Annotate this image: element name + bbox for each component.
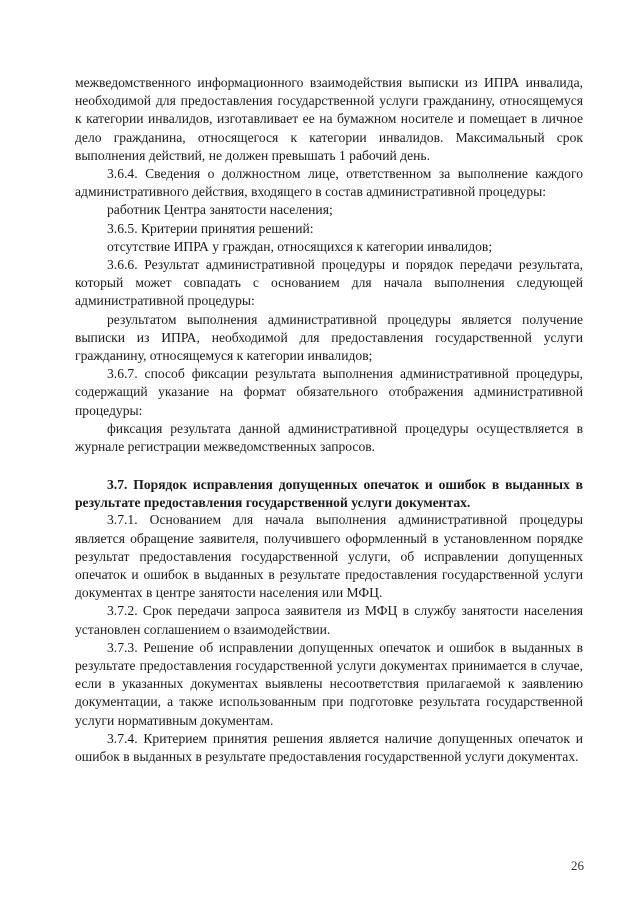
paragraph: работник Центра занятости населения; (107, 202, 333, 218)
paragraph: 3.6.4. Сведения о должностном лице, ответственном за выполнение каждого административного действия, входящего в состав административной процедуры: (75, 166, 583, 200)
paragraph: межведомственного информационного взаимодействия выписки из ИПРА инвалида, необходимой для предоставления государственной услуги гражданину, относящемуся к категории инвалидов, изготавливает ее на бумажном носителе и помещает в личное дело гражданина, относящегося к категории инвалидов. Максимальный срок выполнения действий, не должен превышать 1 рабочий день. (75, 75, 583, 163)
paragraph: 3.6.5. Критерии принятия решений: (107, 220, 314, 236)
section-heading: 3.7. Порядок исправления допущенных опечаток и ошибок в выданных в результате предоставления государственной услуги документах. (75, 477, 583, 510)
paragraph: 3.7.3. Решение об исправлении допущенных опечаток и ошибок в выданных в результате предоставления государственной услуги документах принимается в случае, если в указанных документах выявлены несоответствия прилагаемой к заявлению документации, а также использованным при подготовке результата государственной услуги нормативным документам. (75, 639, 583, 728)
paragraph: 3.6.7. способ фиксации результата выполнения административной процедуры, содержащий указание на формат обязательного отображения административной процедуры: (75, 366, 583, 418)
paragraph: фиксация результата данной административной процедуры осуществляется в журнале регистрации межведомственных запросов. (75, 420, 583, 455)
paragraph: 3.7.4. Критерием принятия решения является наличие допущенных опечаток и ошибок в выданных в результате предоставления государственной услуги документах. (75, 730, 583, 765)
paragraph: отсутствие ИПРА у граждан, относящихся к категории инвалидов; (107, 238, 493, 254)
paragraph: 3.6.6. Результат административной процедуры и порядок передачи результата, который может совпадать с основанием для начала выполнения следующей административной процедуры: (75, 257, 583, 309)
paragraph: 3.7.2. Срок передачи запроса заявителя из МФЦ в службу занятости населения установлен соглашением о взаимодействии. (75, 603, 583, 637)
paragraph: результатом выполнения административной процедуры является получение выписки из ИПРА, необходимой для предоставления государственной услуги гражданину, относящемуся к категории инвалидов; (75, 311, 583, 364)
paragraph: 3.7.1. Основанием для начала выполнения административной процедуры является обращение заявителя, получившего оформленный в установленном порядке результат предоставления государственной услуги, об исправлении допущенных опечаток и ошибок в выданных в результате предоставления государственной услуги документах в центре занятости населения или МФЦ. (75, 512, 583, 601)
spacer (75, 456, 583, 476)
page-content (75, 74, 583, 766)
page-number: 26 (571, 858, 584, 873)
